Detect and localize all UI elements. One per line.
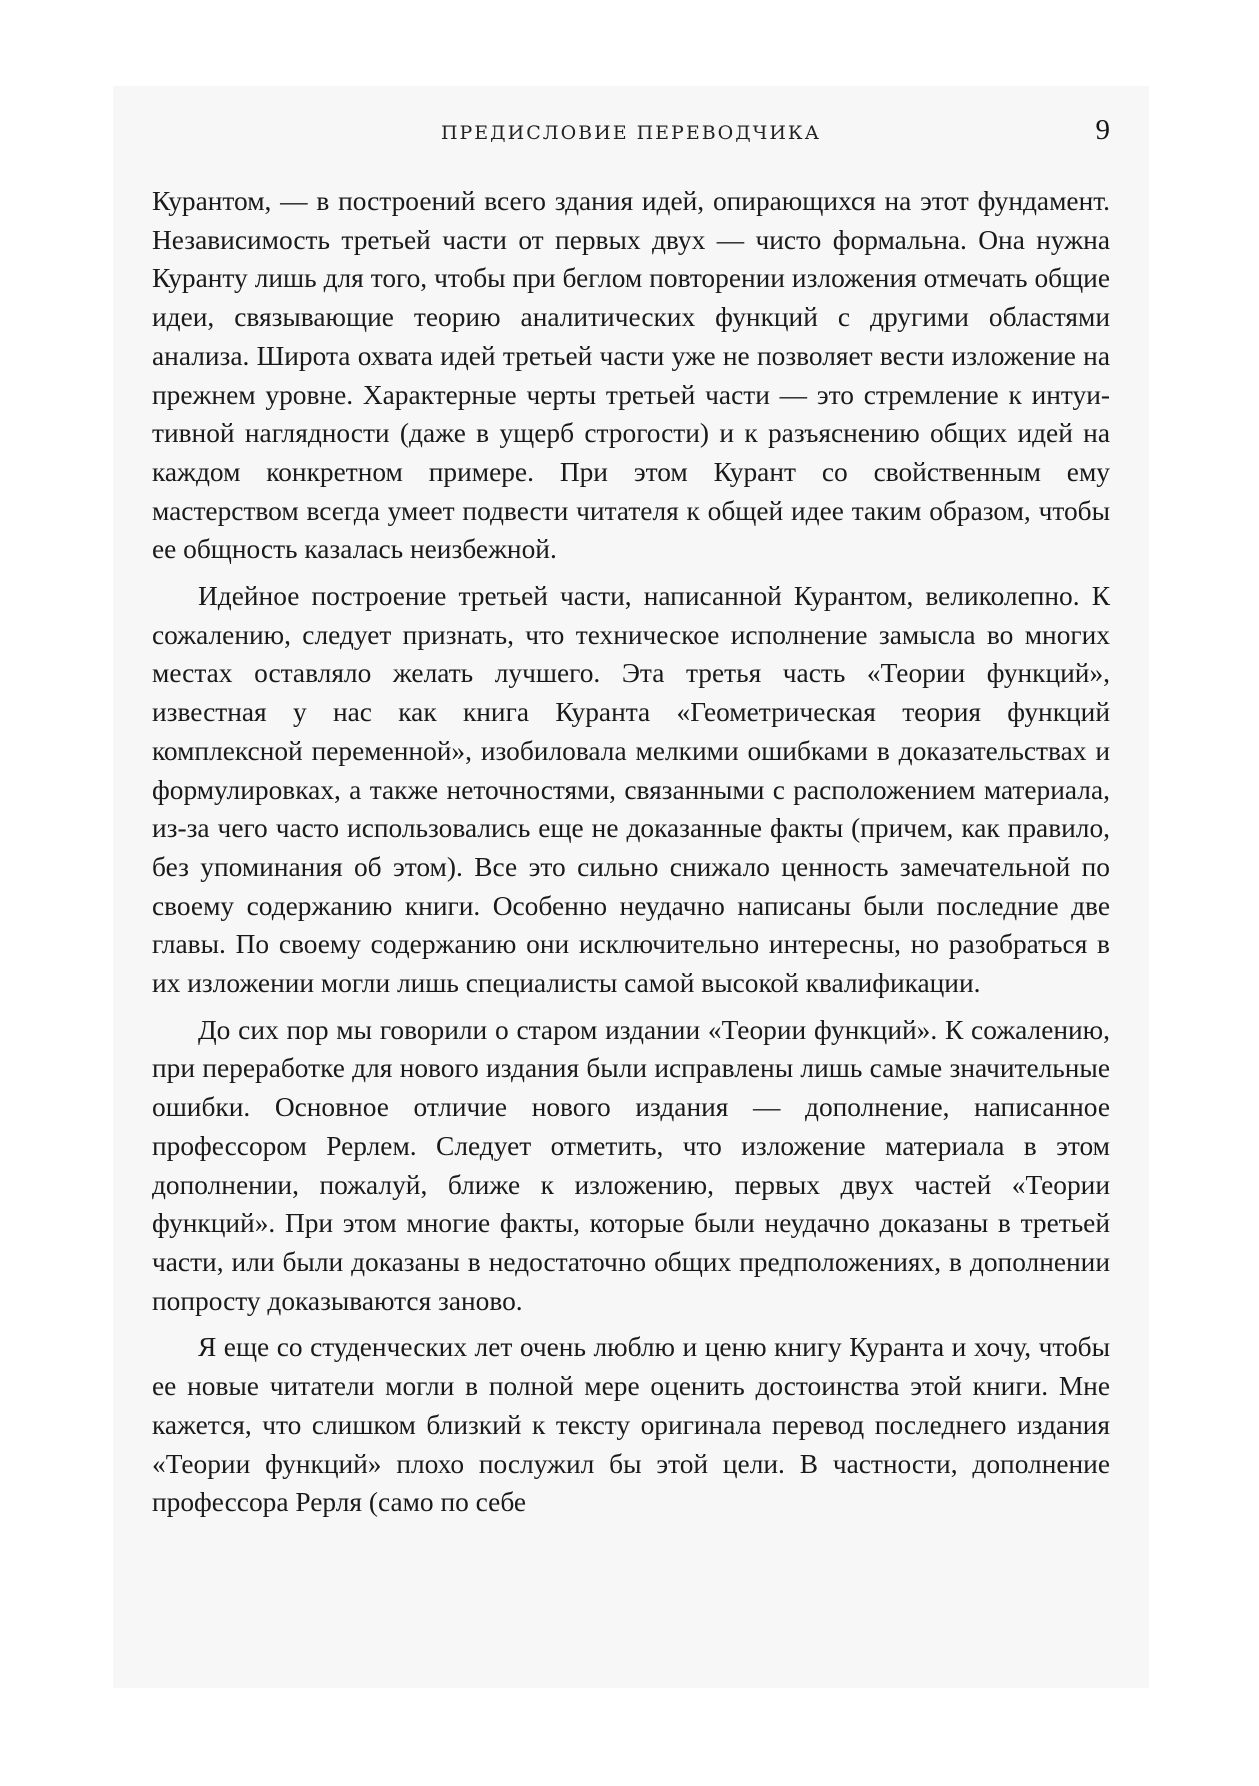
paragraph-4: Я еще со студенческих лет очень люблю и ценю книгу Куранта и хочу, чтобы ее новые читатели могли в полной мере оценить достоинства этой книги. Мне кажется, что слишком близкий к тексту оригинала перевод последнего издания «Теории функций» плохо послужил бы этой цели. В частности, дополнение профессора Рерля (само по себе	[152, 1332, 1110, 1518]
paragraph-3: До сих пор мы говорили о старом издании «Теории функций». К сожалению, при переработке для нового издания были исправлены лишь самые значительные ошибки. Основное отличие нового издания — дополнение, написанное профессором Рерлем. Следует отметить, что изложение материала в этом дополнении, пожалуй, ближе к изложению, первых двух частей «Теории функций». При этом многие факты, которые были неудачно доказаны в третьей части, или были доказаны в недостаточно общих предположениях, в дополнении попросту доказываются заново.	[152, 1014, 1110, 1316]
page-header	[152, 114, 1110, 154]
page-number: 9	[1095, 114, 1110, 146]
paragraph-1: Курантом, — в построений всего здания идей, опирающихся на этот фундамент. Независимость третьей части от первых двух — чисто формальна. Она нужна Куранту лишь для того, чтобы при беглом повторении изложения отмечать общие идеи, связывающие теорию аналитических функций с другими областями анализа. Широта охвата идей третьей части уже не позволяет вести изложение на прежнем уровне. Характерные черты третьей части — это стремление к интуитивной наглядности (даже в ущерб строгости) и к разъяснению общих идей на каждом конкретном примере. При этом Курант со свойственным ему мастерством всегда умеет подвести читателя к общей идее таким образом, чтобы ее общность казалась неизбежной.	[152, 186, 1110, 565]
body-text	[152, 182, 1110, 1522]
running-title: ПРЕДИСЛОВИЕ ПЕРЕВОДЧИКА	[440, 122, 822, 144]
paragraph-2: Идейное построение третьей части, написанной Курантом, великолепно. К сожалению, следует признать, что техническое исполнение замысла во многих местах оставляло желать лучшего. Эта третья часть «Теории функций», известная у нас как книга Куранта «Геометрическая теория функций комплексной переменной», изобиловала мелкими ошибками в доказательствах и формулировках, а также неточностями, связанными с расположением материала, из-за чего часто использовались еще не доказанные факты (причем, как правило, без упоминания об этом). Все это сильно снижало ценность замечательной по своему содержанию книги. Особенно неудачно написаны были последние две главы. По своему содержанию они исключительно интересны, но разобраться в их изложении могли лишь специалисты самой высокой квалификации.	[152, 581, 1110, 999]
